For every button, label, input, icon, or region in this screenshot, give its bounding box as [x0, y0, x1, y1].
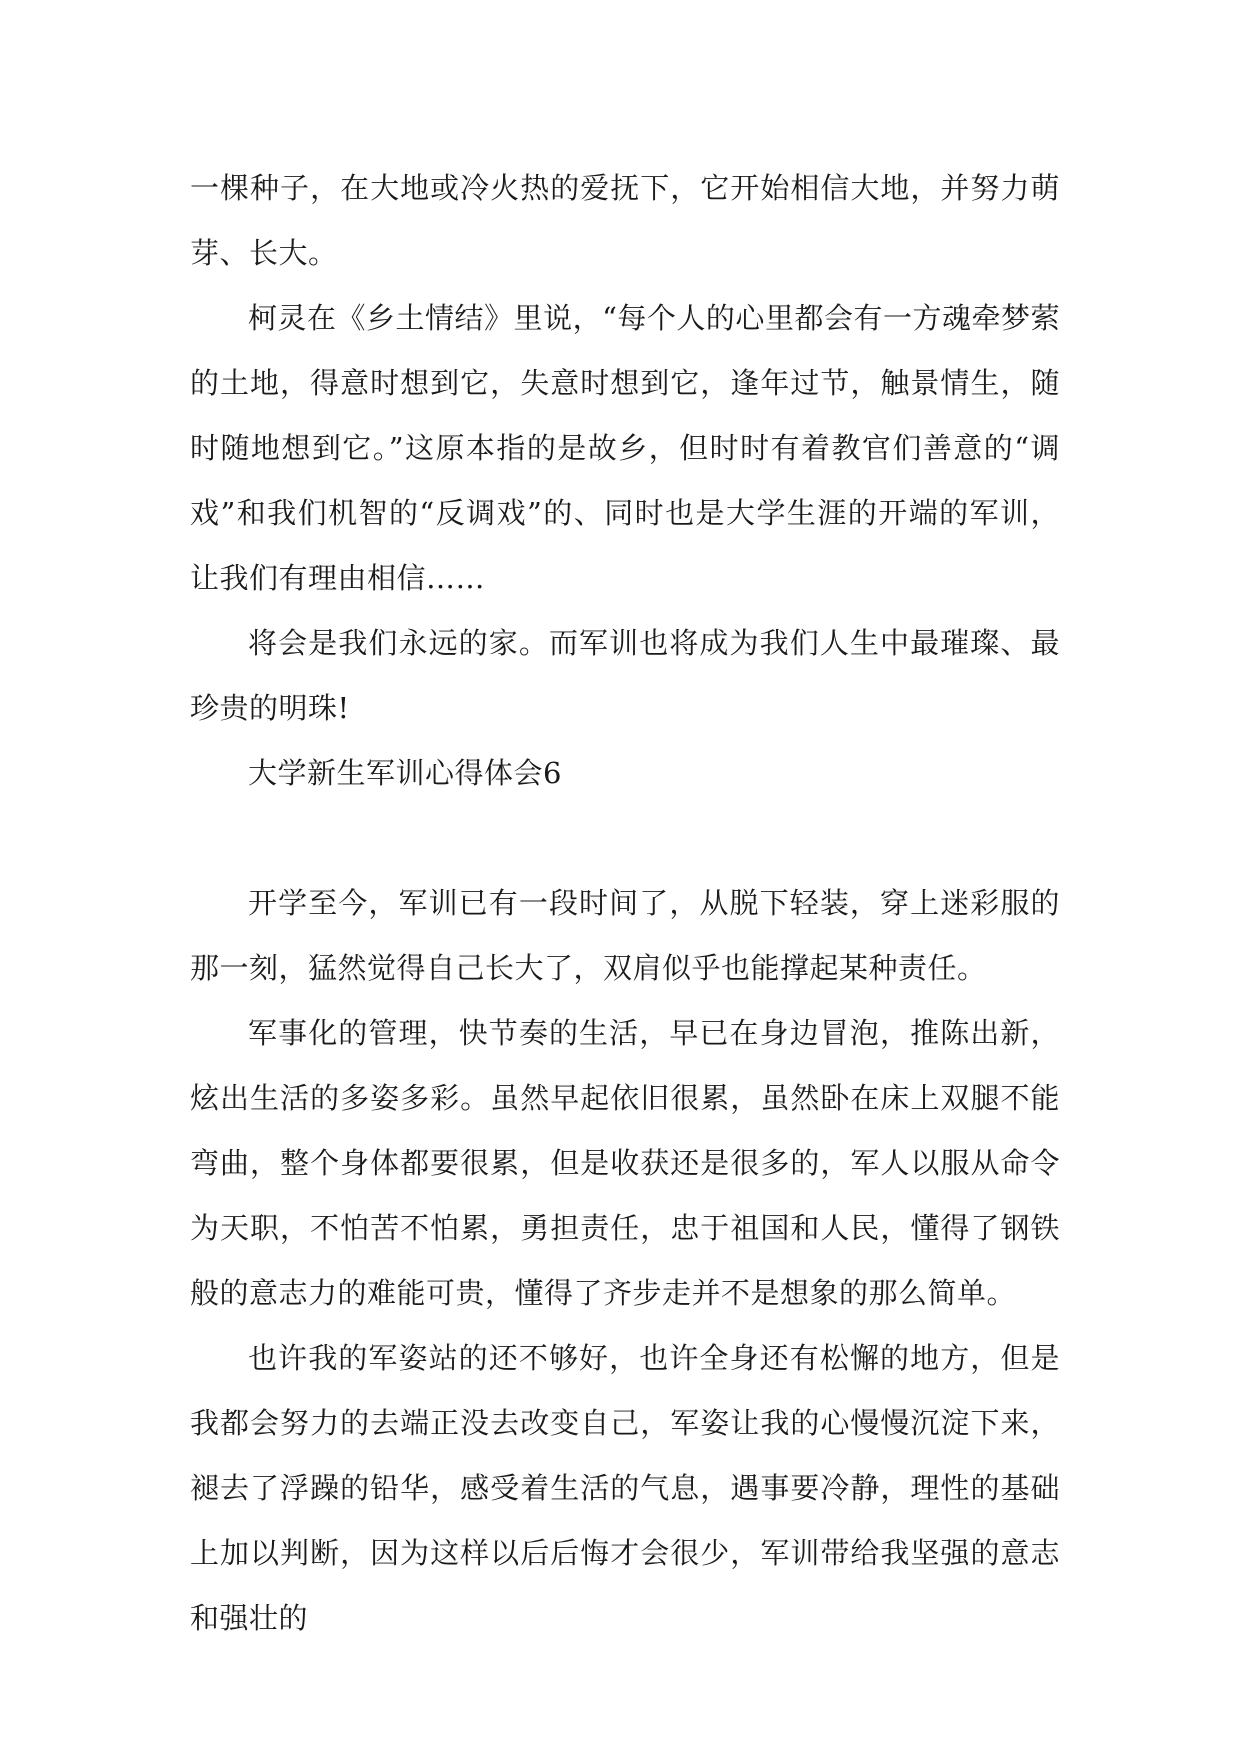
paragraph-military-management: 军事化的管理，快节奏的生活，早已在身边冒泡，推陈出新，炫出生活的多姿多彩。虽然早起依旧很累，虽然卧在床上双腿不能弯曲，整个身体都要很累，但是收获还是很多的，军人以服从命令为天职，不怕苦不怕累，勇担责任，忠于祖国和人民，懂得了钢铁般的意志力的难能可贵，懂得了齐步走并不是想象的那么简单。	[190, 1016, 1060, 1310]
blank-line	[190, 806, 1060, 871]
document-body	[190, 156, 1060, 1651]
paragraph-seed: 一棵种子，在大地或冷火热的爱抚下，它开始相信大地，并努力萌芽、长大。	[190, 171, 1060, 270]
paragraph-start-of-training: 开学至今，军训已有一段时间了，从脱下轻装，穿上迷彩服的那一刻，猛然觉得自己长大了，双肩似乎也能撑起某种责任。	[190, 886, 1060, 985]
paragraph-military-posture: 也许我的军姿站的还不够好，也许全身还有松懈的地方，但是我都会努力的去端正没去改变自己，军姿让我的心慢慢沉淀下来，褪去了浮躁的铅华，感受着生活的气息，遇事要冷静，理性的基础上加以判断，因为这样以后后悔才会很少，军训带给我坚强的意志和强壮的	[190, 1341, 1060, 1635]
section-heading: 大学新生军训心得体会6	[248, 756, 562, 790]
paragraph-kelin-quote: 柯灵在《乡土情结》里说，“每个人的心里都会有一方魂牵梦萦的土地，得意时想到它，失意时想到它，逢年过节，触景情生，随时随地想到它。”这原本指的是故乡，但时时有着教官们善意的“调戏”和我们机智的“反调戏”的、同时也是大学生涯的开端的军训，让我们有理由相信……	[190, 301, 1060, 595]
paragraph-home: 将会是我们永远的家。而军训也将成为我们人生中最璀璨、最珍贵的明珠!	[190, 626, 1060, 725]
